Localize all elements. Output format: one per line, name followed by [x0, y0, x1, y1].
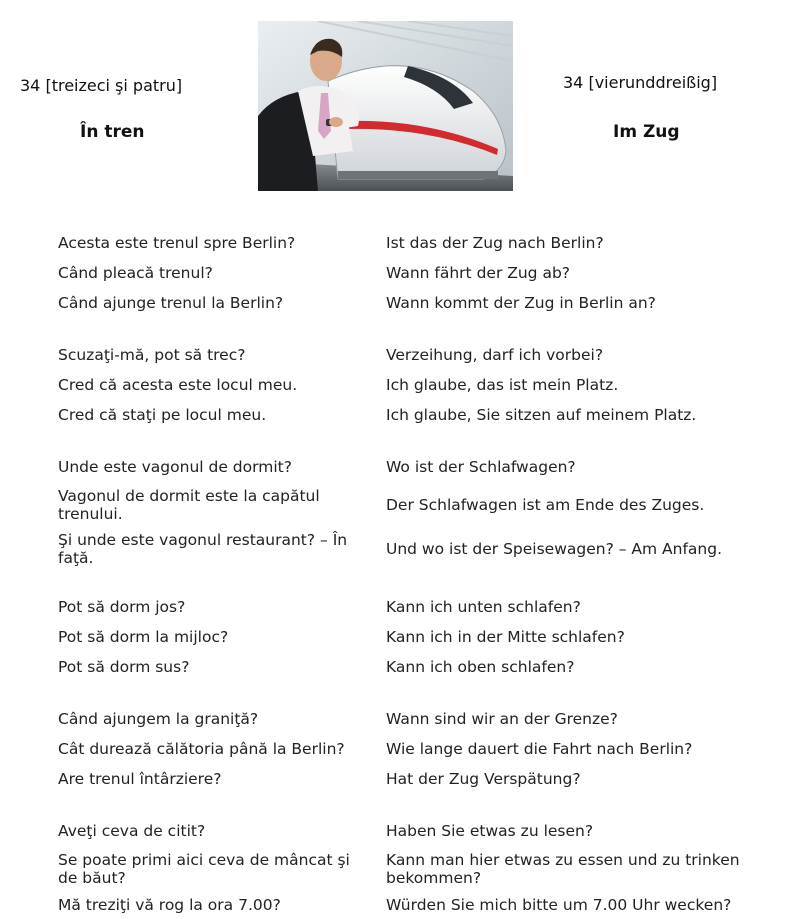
phrase-german: Ich glaube, das ist mein Platz.	[386, 376, 619, 394]
phrase-german: Kann man hier etwas zu essen und zu trinken bekommen?	[386, 851, 740, 887]
phrase-german: Kann ich unten schlafen?	[386, 598, 581, 616]
phrase-romanian: Unde este vagonul de dormit?	[58, 458, 292, 476]
phrase-romanian: Pot să dorm sus?	[58, 658, 190, 676]
lesson-number-german: 34 [vierunddreißig]	[563, 73, 718, 92]
phrase-romanian: Când pleacă trenul?	[58, 264, 213, 282]
phrase-romanian: Pot să dorm jos?	[58, 598, 186, 616]
phrase-german: Kann ich in der Mitte schlafen?	[386, 628, 625, 646]
phrase-german: Wo ist der Schlafwagen?	[386, 458, 576, 476]
train-photo	[258, 21, 513, 191]
lesson-number-romanian: 34 [treizeci şi patru]	[20, 76, 183, 95]
phrase-romanian: Se poate primi aici ceva de mâncat şi de băut?	[58, 851, 350, 887]
phrase-german: Ich glaube, Sie sitzen auf meinem Platz.	[386, 406, 697, 424]
phrase-romanian: Când ajunge trenul la Berlin?	[58, 294, 284, 312]
phrase-romanian: Vagonul de dormit este la capătul trenului.	[58, 487, 320, 523]
phrase-german: Und wo ist der Speisewagen? – Am Anfang.	[386, 540, 723, 558]
phrase-romanian: Cred că acesta este locul meu.	[58, 376, 298, 394]
phrase-romanian: Pot să dorm la mijloc?	[58, 628, 229, 646]
phrase-german: Hat der Zug Verspätung?	[386, 770, 581, 788]
phrase-romanian: Când ajungem la graniţă?	[58, 710, 259, 728]
phrase-romanian: Scuzaţi-mă, pot să trec?	[58, 346, 246, 364]
phrase-german: Ist das der Zug nach Berlin?	[386, 234, 604, 252]
phrase-romanian: Mă treziţi vă rog la ora 7.00?	[58, 896, 281, 914]
phrase-romanian: Şi unde este vagonul restaurant? – În faţă.	[58, 531, 348, 567]
phrase-german: Wann fährt der Zug ab?	[386, 264, 571, 282]
man-checking-watch-at-train-icon	[258, 21, 513, 191]
lesson-title-romanian: În tren	[80, 122, 145, 142]
phrase-german: Würden Sie mich bitte um 7.00 Uhr wecken?	[386, 896, 732, 914]
phrase-romanian: Are trenul întârziere?	[58, 770, 222, 788]
phrase-romanian: Cât durează călătoria până la Berlin?	[58, 740, 345, 758]
phrase-german: Der Schlafwagen ist am Ende des Zuges.	[386, 496, 705, 514]
phrase-german: Wann kommt der Zug in Berlin an?	[386, 294, 656, 312]
phrase-german: Verzeihung, darf ich vorbei?	[386, 346, 604, 364]
phrase-romanian: Cred că staţi pe locul meu.	[58, 406, 267, 424]
phrase-german: Kann ich oben schlafen?	[386, 658, 575, 676]
phrase-german: Haben Sie etwas zu lesen?	[386, 822, 594, 840]
phrase-german: Wann sind wir an der Grenze?	[386, 710, 618, 728]
phrase-german: Wie lange dauert die Fahrt nach Berlin?	[386, 740, 693, 758]
phrase-romanian: Aveţi ceva de citit?	[58, 822, 206, 840]
lesson-title-german: Im Zug	[613, 122, 680, 142]
phrase-romanian: Acesta este trenul spre Berlin?	[58, 234, 296, 252]
